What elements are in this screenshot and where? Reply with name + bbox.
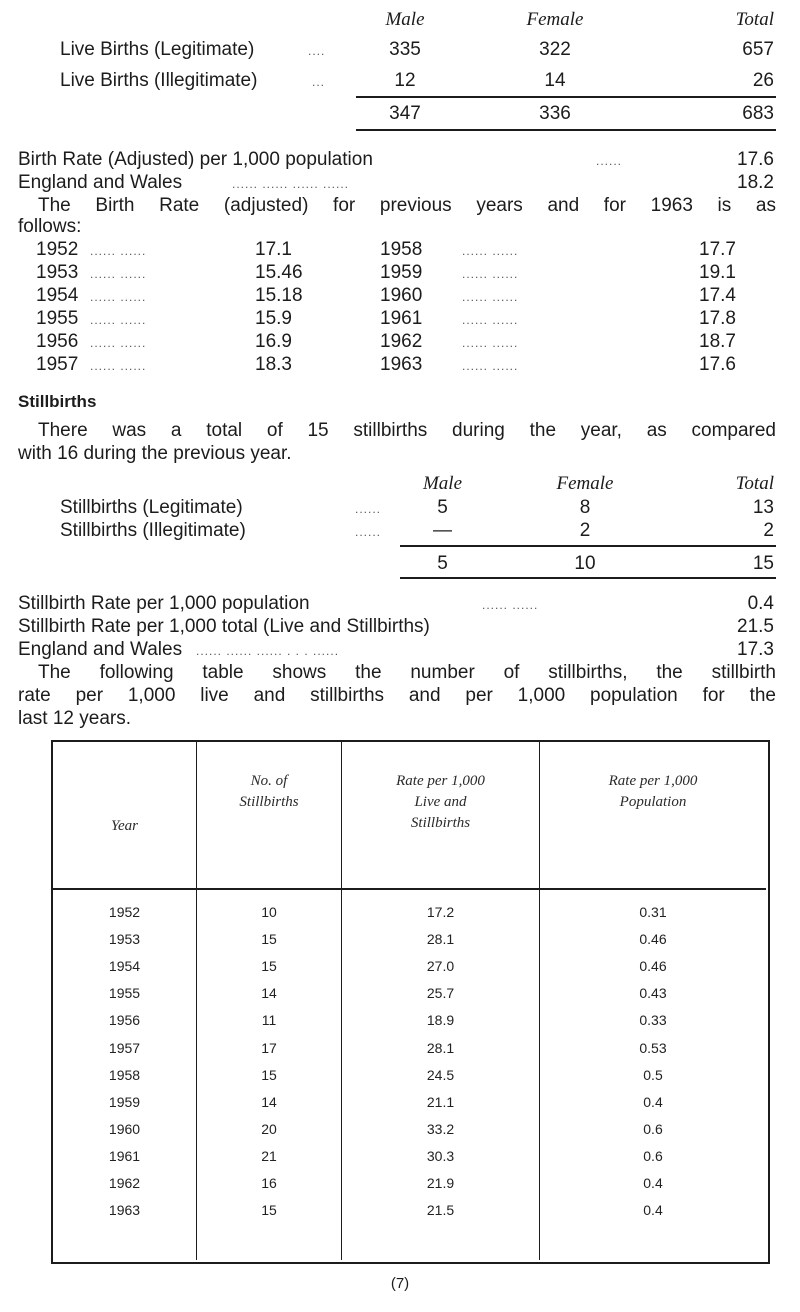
cell-rate-live-still: 30.3	[426, 1147, 455, 1164]
rate-year: 1963	[380, 354, 423, 375]
cell-male: 12	[394, 70, 416, 91]
cell-year: 1954	[108, 958, 141, 975]
cell-number: 20	[261, 1120, 277, 1137]
cell-year: 1953	[108, 931, 141, 948]
cell-year: 1963	[108, 1202, 141, 1219]
col-header-female: Female	[526, 9, 584, 30]
cell-year: 1961	[108, 1147, 141, 1164]
col-header-total: Total	[735, 473, 774, 494]
col-header-female: Female	[556, 473, 614, 494]
cell-male: 335	[389, 39, 421, 60]
cell-number: 10	[261, 904, 277, 920]
header-no-stillbirths: No. of	[250, 773, 288, 789]
following-paragraph: The following table shows the number of stillbirths, the stillbirth	[38, 662, 776, 683]
cell-rate-live-still: 18.9	[426, 1012, 455, 1029]
leader-dots: ...... ......	[462, 267, 519, 281]
cell-total: 657	[742, 39, 774, 60]
total-female: 10	[574, 553, 596, 574]
total-female: 336	[539, 103, 571, 124]
cell-rate-population: 0.6	[643, 1120, 663, 1137]
cell-year: 1957	[108, 1039, 141, 1056]
adjusted-birth-rate-label: Birth Rate (Adjusted) per 1,000 population	[18, 149, 373, 170]
rate-year: 1954	[36, 285, 79, 306]
total-male: 5	[437, 553, 448, 574]
row-label: Live Births (Legitimate)	[60, 39, 255, 60]
cell-rate-population: 0.33	[639, 1012, 667, 1029]
cell-rate-live-still: 21.1	[426, 1093, 455, 1110]
birth-rate-intro: The Birth Rate (adjusted) for previous years and for 1963 is as	[38, 195, 776, 216]
cell-number: 15	[261, 958, 277, 975]
leader-dots: ...... ......	[90, 244, 147, 258]
cell-number: 11	[261, 1012, 277, 1029]
leader-dots: ...... ......	[462, 290, 519, 304]
cell-rate-live-still: 17.2	[426, 904, 455, 920]
leader-dots: ......	[355, 502, 382, 516]
leader-dots: ...	[312, 75, 326, 89]
cell-rate-population: 0.53	[639, 1039, 667, 1056]
stillbirths-heading: Stillbirths	[18, 392, 97, 411]
rate-value: 17.8	[699, 308, 736, 329]
cell-rate-population: 0.4	[643, 1175, 663, 1191]
stillbirth-rate-pop-label: Stillbirth Rate per 1,000 population	[18, 593, 310, 614]
cell-number: 17	[261, 1039, 277, 1056]
rate-year: 1960	[380, 285, 423, 306]
cell-rate-live-still: 27.0	[426, 958, 455, 975]
cell-rate-population: 0.5	[643, 1066, 663, 1083]
england-wales-value: 18.2	[737, 172, 774, 193]
totals-rule	[356, 96, 776, 98]
header-no-stillbirths-line2: Stillbirths	[239, 794, 299, 810]
rate-year: 1957	[36, 354, 79, 375]
cell-year: 1958	[108, 1066, 141, 1083]
leader-dots: ......	[355, 525, 382, 539]
rate-year: 1955	[36, 308, 79, 329]
cell-year: 1952	[108, 904, 141, 920]
stillbirths-paragraph: There was a total of 15 stillbirths during the year, as compared	[38, 420, 776, 441]
leader-dots: ...... ......	[462, 336, 519, 350]
cell-year: 1959	[108, 1093, 141, 1110]
cell-rate-population: 0.4	[643, 1093, 663, 1110]
cell-rate-live-still: 21.9	[426, 1175, 455, 1191]
row-label: Stillbirths (Legitimate)	[60, 497, 243, 518]
leader-dots: ......	[596, 154, 623, 168]
rate-value: 16.9	[255, 331, 292, 352]
rate-value: 18.7	[699, 331, 736, 352]
cell-number: 15	[261, 1202, 277, 1219]
england-wales-label: England and Wales	[18, 172, 183, 193]
cell-rate-population: 0.31	[639, 904, 667, 920]
leader-dots: ...... ......	[90, 313, 147, 327]
leader-dots: ...... ......	[462, 359, 519, 373]
stillbirth-rate-total-label: Stillbirth Rate per 1,000 total (Live and Stillbirths)	[18, 616, 430, 637]
header-rate-population: Rate per 1,000	[608, 773, 698, 789]
cell-total: 2	[763, 520, 774, 541]
rate-value: 17.6	[699, 354, 736, 375]
totals-rule	[400, 545, 776, 547]
cell-number: 14	[261, 1093, 277, 1110]
cell-rate-population: 0.46	[639, 958, 667, 975]
cell-rate-live-still: 33.2	[426, 1120, 455, 1137]
leader-dots: ...... ...... ...... . . . ......	[196, 644, 340, 658]
cell-number: 15	[261, 931, 277, 948]
cell-female: 8	[579, 497, 591, 518]
col-header-total: Total	[735, 9, 774, 30]
leader-dots: ...... ......	[90, 290, 147, 304]
total-all: 683	[742, 103, 774, 124]
cell-year: 1956	[108, 1012, 141, 1029]
totals-underline	[400, 577, 776, 579]
col-header-male: Male	[422, 473, 463, 494]
england-wales-label: England and Wales	[18, 639, 183, 660]
cell-rate-live-still: 21.5	[426, 1202, 455, 1219]
rate-value: 15.9	[255, 308, 292, 329]
cell-male: —	[433, 520, 452, 541]
leader-dots: ...... ......	[462, 313, 519, 327]
leader-dots: ...... ......	[90, 336, 147, 350]
adjusted-birth-rate-value: 17.6	[737, 149, 774, 170]
stillbirth-rate-pop-value: 0.4	[747, 593, 774, 614]
rate-year: 1956	[36, 331, 79, 352]
rate-year: 1953	[36, 262, 79, 283]
header-rate-live-still-line2: Live and	[414, 794, 467, 810]
leader-dots: ...... ......	[482, 598, 539, 612]
cell-year: 1960	[108, 1120, 141, 1137]
cell-rate-population: 0.4	[643, 1202, 663, 1219]
rate-year: 1959	[380, 262, 423, 283]
cell-rate-live-still: 24.5	[426, 1066, 455, 1083]
following-paragraph-end: last 12 years.	[18, 708, 131, 729]
row-label: Stillbirths (Illegitimate)	[60, 520, 246, 541]
cell-total: 26	[752, 70, 774, 91]
rate-value: 17.4	[699, 285, 736, 306]
row-label: Live Births (Illegitimate)	[60, 70, 258, 91]
cell-rate-live-still: 28.1	[426, 1039, 455, 1056]
leader-dots: ...... ...... ...... ......	[232, 177, 350, 191]
rate-value: 19.1	[699, 262, 736, 283]
cell-number: 14	[261, 985, 277, 1002]
page-number: (7)	[390, 1275, 410, 1292]
cell-number: 15	[261, 1066, 277, 1083]
rate-year: 1958	[380, 239, 423, 260]
england-wales-value: 17.3	[737, 639, 774, 660]
cell-year: 1962	[108, 1175, 141, 1191]
leader-dots: ...... ......	[90, 359, 147, 373]
cell-rate-population: 0.6	[643, 1147, 663, 1164]
header-rate-population-line2: Population	[619, 794, 687, 810]
cell-rate-population: 0.46	[639, 931, 667, 948]
rate-value: 17.7	[699, 239, 736, 260]
leader-dots: ...... ......	[462, 244, 519, 258]
cell-rate-live-still: 28.1	[426, 931, 455, 948]
rate-value: 17.1	[255, 239, 292, 260]
leader-dots: ....	[308, 44, 326, 58]
rate-year: 1952	[36, 239, 79, 260]
cell-number: 21	[261, 1147, 277, 1164]
rate-value: 18.3	[255, 354, 292, 375]
rate-year: 1962	[380, 331, 423, 352]
cell-female: 322	[539, 39, 571, 60]
header-year: Year	[111, 818, 138, 834]
cell-number: 16	[261, 1175, 277, 1191]
cell-male: 5	[437, 497, 448, 518]
birth-rate-intro-cont: follows:	[18, 216, 82, 237]
header-rate-live-still-line3: Stillbirths	[410, 815, 471, 831]
cell-rate-population: 0.43	[639, 985, 667, 1002]
header-rule	[53, 888, 766, 890]
col-header-male: Male	[385, 9, 425, 30]
total-male: 347	[389, 103, 421, 124]
stillbirths-paragraph-cont: with 16 during the previous year.	[18, 443, 292, 464]
totals-underline	[356, 129, 776, 131]
cell-female: 14	[544, 70, 566, 91]
following-paragraph-cont: rate per 1,000 live and stillbirths and per 1,000 population for the	[18, 685, 776, 706]
cell-total: 13	[752, 497, 774, 518]
rate-year: 1961	[380, 308, 423, 329]
rate-value: 15.46	[255, 262, 303, 283]
rate-value: 15.18	[255, 285, 303, 306]
cell-female: 2	[579, 520, 591, 541]
stillbirth-rate-total-value: 21.5	[737, 616, 774, 637]
total-all: 15	[752, 553, 774, 574]
header-rate-live-still: Rate per 1,000	[396, 773, 485, 789]
cell-year: 1955	[108, 985, 141, 1002]
leader-dots: ...... ......	[90, 267, 147, 281]
cell-rate-live-still: 25.7	[426, 985, 455, 1002]
